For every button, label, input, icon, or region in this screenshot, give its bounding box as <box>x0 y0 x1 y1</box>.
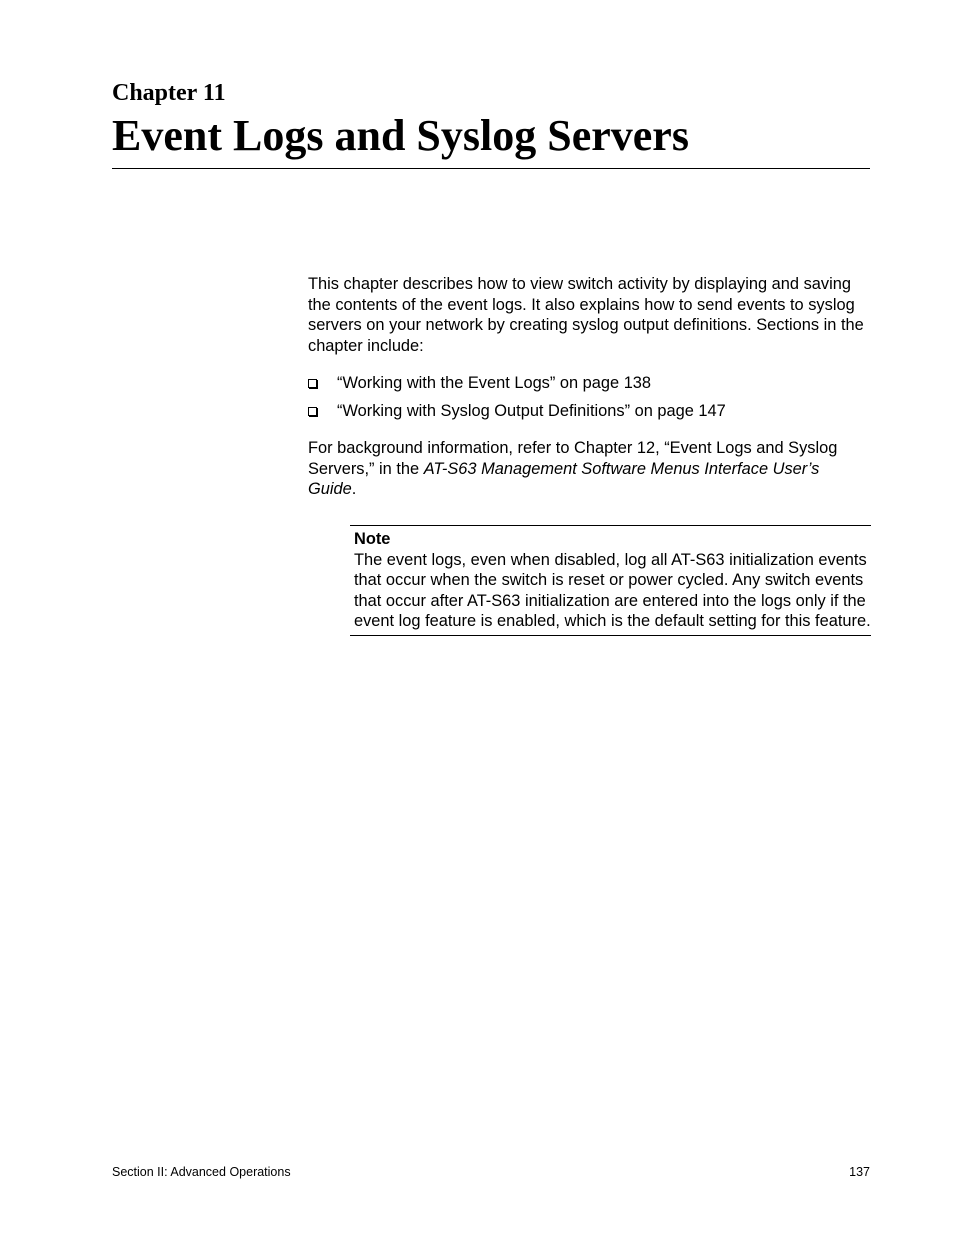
book-title: AT-S63 Management Software Menus Interface User’s Guide <box>308 459 820 498</box>
background-end: . <box>351 480 357 498</box>
background-paragraph <box>308 438 870 500</box>
footer-section: Section II: Advanced Operations <box>112 1165 291 1179</box>
checkbox-bullet-icon <box>308 379 317 388</box>
note-box <box>350 525 871 636</box>
note-heading: Note <box>354 530 391 548</box>
list-item <box>308 401 870 429</box>
intro-paragraph: This chapter describes how to view switch activity by displaying and saving the contents of the event logs. It also explains how to send events to syslog servers on your network by creating syslog output definitions. Sections in the chapter include: <box>308 275 864 355</box>
background-text: For background information, refer to Chapter 12, “Event Logs and Syslog Servers,” in the <box>308 439 838 478</box>
page-number: 137 <box>849 1165 870 1179</box>
note-text: The event logs, even when disabled, log all AT-S63 initialization events that occur when the switch is reset or power cycled. Any switch events that occur after AT-S63 initialization are entered into the logs only if the event log feature is enabled, which is the default setting for this feature. <box>354 550 871 630</box>
chapter-title: Event Logs and Syslog Servers <box>112 111 689 160</box>
checkbox-bullet-icon <box>308 407 317 416</box>
section-list <box>308 373 870 429</box>
section-link[interactable]: “Working with Syslog Output Definitions” on page 147 <box>337 402 726 420</box>
chapter-label: Chapter 11 <box>112 80 226 106</box>
section-link[interactable]: “Working with the Event Logs” on page 138 <box>337 374 652 392</box>
list-item <box>308 373 870 401</box>
title-divider <box>112 168 870 169</box>
